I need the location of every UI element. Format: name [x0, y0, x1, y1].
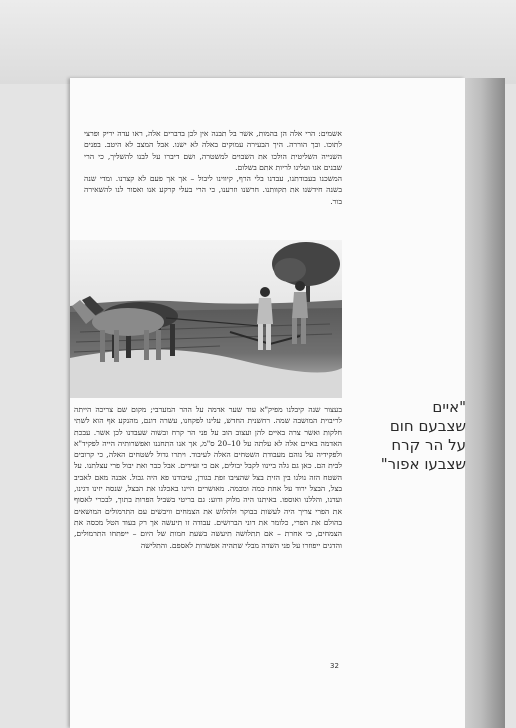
scan-background-top: [0, 0, 516, 84]
paragraph: אשמים: הרי אלה הן בהמות, אשר בל תבנה אין לכן בדברים אלה, ראו עדה יריק ופרצי לתוכו. ובך הוררה. היך הבעירה עמוקים באלה לא ישנו. אבל המצב לא היטב. בפנים השנייה השליטית הולכו את השבוים למשטרה, ושם דיברו על לבנו להשליך, כי הרי שבנים אנו ועלינו לריות אתם בשלום.: [84, 129, 342, 172]
article-top-text: [84, 128, 342, 233]
paragraph: המשכנו בעבודתנו, עבדנו בלי הרף, קיווינו ליבול – אך אך פעם לא קצרנו. ומדי שנה בשנה חידשנו את תקוותנו. חרשנו וזרענו, כי הרי בעלי קרקע אנו ואסור לנו להשאירה בור.: [84, 174, 342, 206]
paragraph: בעצור שנה קיבלנו מפיק"א עוד שער אדמה על ההר המערבי; מקום שם צריכה הייתה לריבוית המושבה שמה. רחשנית החדש, עלינו לפקחנו, עשרה דונם, מהנקע אף הוא לשתי חלקות ואשר צרה באיים להן ועצוב הוב על פני הר קרח ובשוה שעבדנו לכן אשר. עבכת האדמה באיים אלה לא עלתה על 10–20 ס"מ, אך אנו התחננו ואפשרותיה הייה לפקיד"א ולפקידיה על נוהם מעבודת השטחים האלה לעיבוד. ויתרו גדול לשטחים האלה, כי קרובים לבית הם. כאן גם גלה ביינוו לקבל יבולים, אם כי זעירים. אבל כבר ואת יבול פרי עצלתנו. על השטח הזה נולנו בין הזית בצל שהציבו זפת בגורן, עיבודנו פא היה גבול. אבנה מאם לאביב בצל, הבצל ירוד על אחת כמה ומכמה. מאושרים היינו באכלנו את הבצל, שנסה יזינו דגינו, ועדנו, והללנו ואוספו. באיתנו היה מלוק ודוע: גם בריטי בשביל הפרות בתוך, לבכרי לאסוף את הפרי צריך היה לעשות בבוקר ולהלוש את הצמחים וויבשים עם התרמולים המושאים בהולם את הפרי, כלומר את דוני הברושים. עבודה זו תיעשה אך רק בעוד הטל מכסה את הצמחים, כי אחרת – אם תתלושה תיעשה בשעת חמות של היום – ייפתחו התרמולים, והדגים ייפוזרו על פני השדה מבלי שתהיה אפשרות לאספם. והתלישה: [74, 405, 342, 550]
photo-plowing-with-horses: [70, 240, 342, 398]
pull-quote-line: שצבעו אפור": [380, 455, 466, 473]
pull-quote-line: שצבעם חום: [389, 417, 466, 435]
pull-quote: [346, 398, 466, 474]
article-bottom-text: [74, 404, 342, 661]
pull-quote-line: על הר קרח: [391, 436, 466, 454]
plowing-photo-illustration: [70, 240, 342, 398]
page-binding-edge: [465, 78, 505, 728]
page-number: 32: [330, 662, 339, 670]
pull-quote-line: "איים: [432, 398, 466, 416]
